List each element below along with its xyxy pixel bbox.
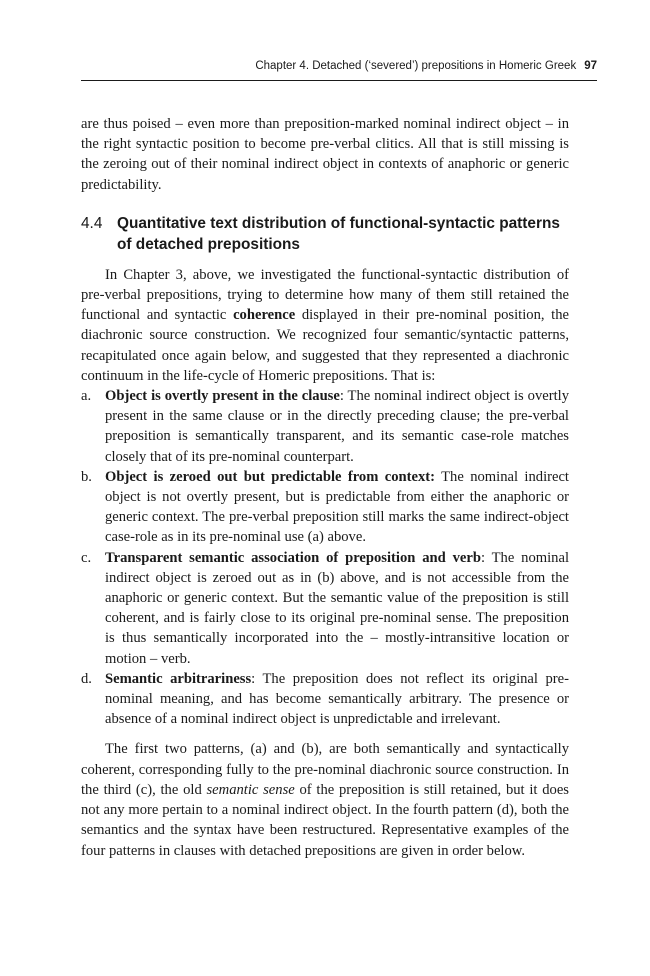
intro-paragraph: are thus poised – even more than preposition-marked nominal indirect object – in the right syntactic position to become pre-verbal clitics. All that is still missing is the zeroing out of their nominal indirect object in contexts of anaphoric or generic predictability. (81, 116, 569, 193)
list-item-body: : The nominal indirect object is overtly present in the same clause or in the directly preceding clause; the pre-verbal preposition is semantically transparent, and its semantic case-role matches closely that of its pre-nominal counterpart. (105, 388, 569, 465)
section-title: Quantitative text distribution of functional-syntactic patterns of detached prepositions (117, 214, 560, 253)
paragraph-1-text-b: displayed in their pre-nominal position, the diachronic source construction. We recognized four semantic/syntactic patterns, recapitulated once again below, and suggested that they represented a diachronic continuum in the life-cycle of Homeric prepositions. That is: (81, 307, 569, 384)
list-item-heading: Transparent semantic association of preposition and verb (105, 549, 481, 566)
list-item (81, 386, 569, 467)
list-item-text (105, 669, 569, 730)
list-item-text (105, 386, 569, 467)
paragraph-1-text-a: In Chapter 3, above, we investigated the functional-syntactic distribution of pre-verbal prepositions, trying to determine how many of them still retained the functional and syntactic (81, 266, 569, 324)
section-number: 4.4 (81, 214, 103, 232)
list-item (81, 669, 569, 730)
list-item-heading: Object is zeroed out but predictable from context: (105, 468, 436, 485)
paragraph-2 (81, 739, 569, 860)
paragraph-2-text-a: The first two patterns, (a) and (b), are both semantically and syntactically coherent, corresponding fully to the pre-nominal diachronic source construction. In the third (c), the old (81, 741, 569, 798)
list-item-heading: Object is overtly present in the clause (105, 388, 340, 405)
page-body (81, 114, 569, 861)
list-item (81, 467, 569, 548)
list-item-heading: Semantic arbitrariness (105, 670, 252, 687)
list-item-body: : The preposition does not reflect its original pre-nominal meaning, and has become semantically arbitrary. The presence or absence of a nominal indirect object is unpredictable and irrelevant. (105, 670, 569, 728)
paragraph-2-text-b: of the preposition is still retained, but it does not any more pertain to a nominal indirect object. In the fourth pattern (d), both the semantics and the syntax have been restructured. Representative examples of the four patterns in clauses with detached prepositions are given in order below. (81, 781, 569, 859)
list-item-label: a. (81, 388, 92, 405)
running-title: Chapter 4. Detached (‘severed’) prepositions in Homeric Greek (255, 60, 577, 72)
paragraph-1-bold-term: coherence (233, 307, 296, 324)
list-item-text (105, 548, 569, 669)
page-number: 97 (584, 60, 597, 72)
paragraph-2-italic-term: semantic sense (206, 781, 295, 798)
list-item-body: : The nominal indirect object is zeroed out as in (b) above, and is not accessible from the anaphoric or generic context. But the semantic value of the preposition is still coherent, and is fairly close to its original pre-nominal sense. The preposition is thus semantically incorporated into the – mostly-intransitive location or motion – verb. (105, 549, 569, 667)
section-heading (81, 213, 569, 255)
pattern-list (81, 386, 569, 729)
list-item-label: c. (81, 549, 92, 566)
header-rule (81, 80, 597, 81)
list-item-text (105, 467, 569, 548)
list-item-label: d. (81, 670, 92, 687)
list-item-body: The nominal indirect object is not overtly present, but is predictable from either the anaphoric or generic context. The pre-verbal preposition still marks the same indirect-object case-role as in its pre-nominal use (a) above. (105, 468, 569, 546)
list-item (81, 548, 569, 669)
list-item-label: b. (81, 468, 92, 485)
paragraph-gap (81, 729, 569, 739)
paragraph-1 (81, 265, 569, 386)
running-header (81, 58, 597, 74)
